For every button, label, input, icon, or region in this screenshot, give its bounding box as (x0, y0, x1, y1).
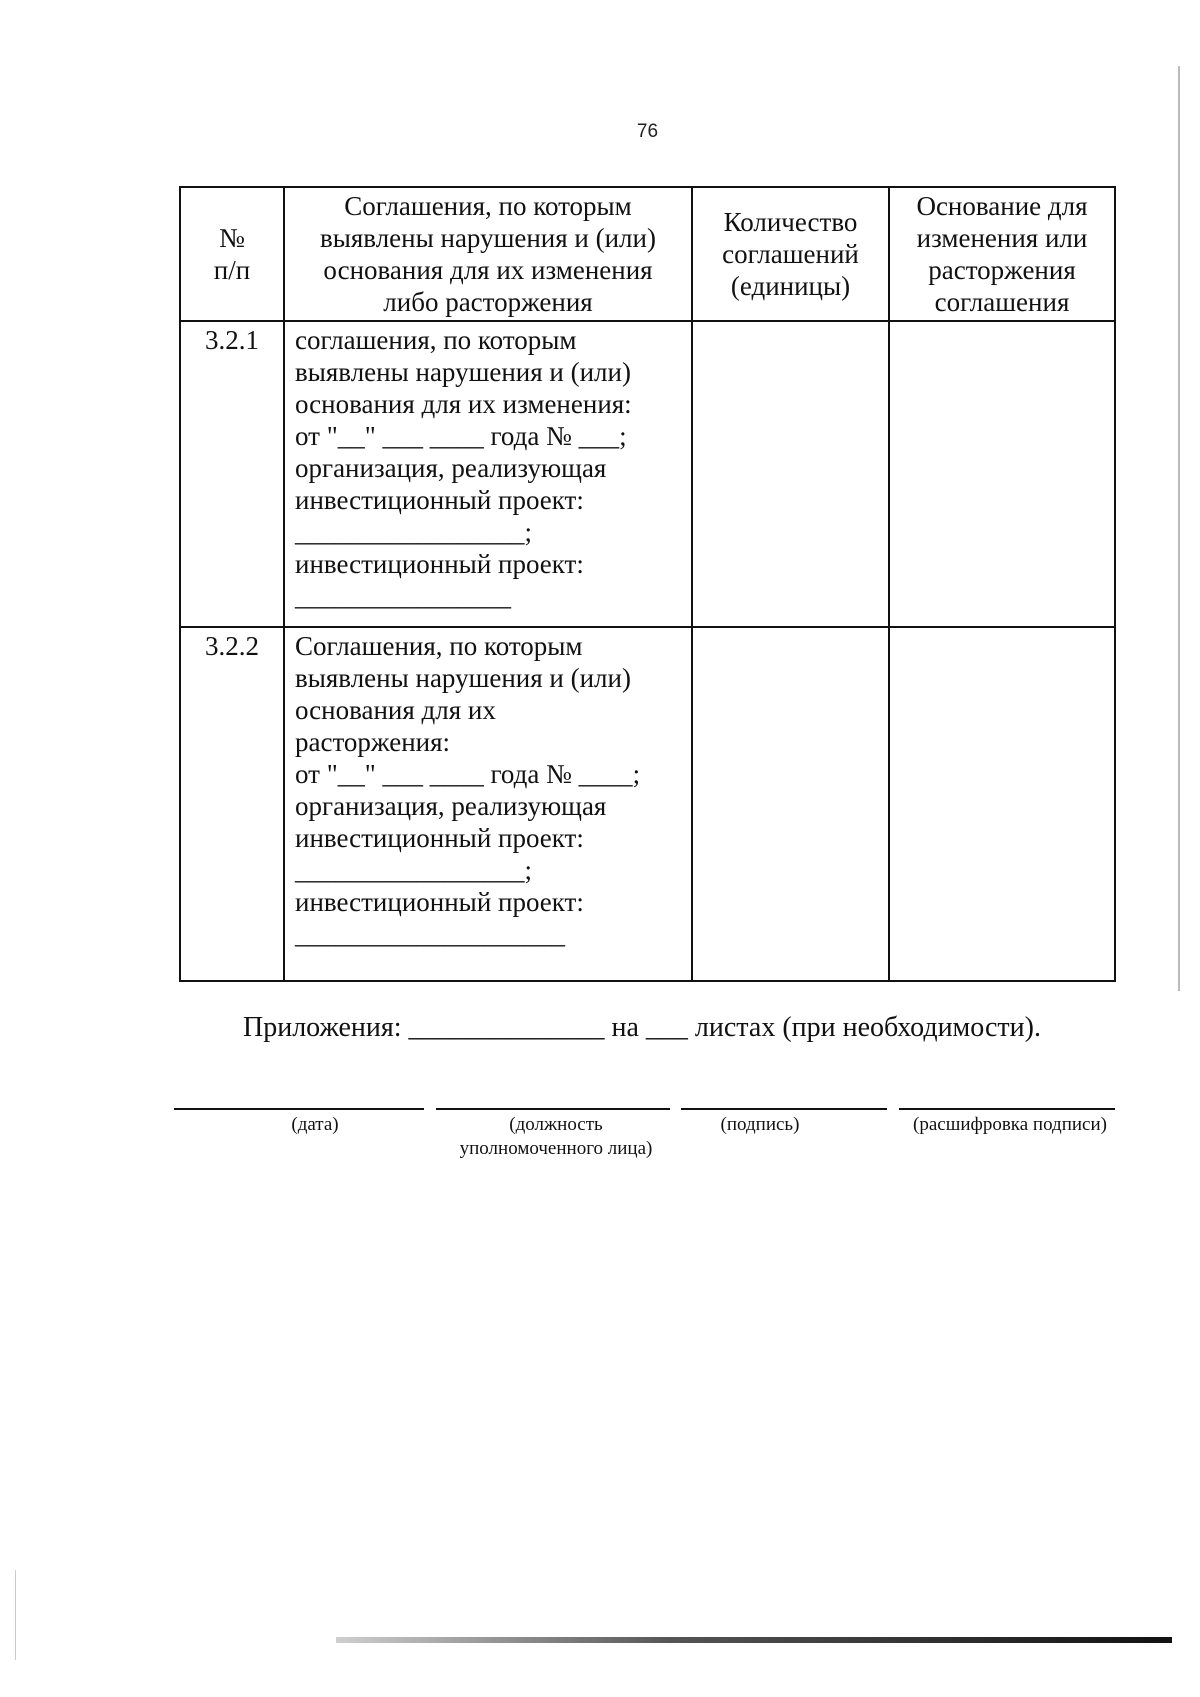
appendix-line: Приложения: ______________ на ___ листах (при необходимости). (243, 1012, 1041, 1043)
table-row (180, 321, 1115, 627)
decoding-signature-line (899, 1108, 1115, 1110)
table-row (180, 627, 1115, 981)
scan-edge-right (1178, 66, 1180, 991)
row-line: Соглашения, по которым (295, 631, 583, 661)
date-caption: (дата) (291, 1114, 339, 1135)
page-number: 76 (636, 121, 659, 142)
row-number: 3.2.1 (180, 321, 284, 627)
row-line: выявлены нарушения и (или) (295, 663, 631, 693)
signature-line (681, 1108, 887, 1110)
header-count: Количество соглашений (единицы) (692, 187, 889, 321)
row-line: от "__" ___ ____ года № ___; (295, 421, 627, 451)
decoding-caption: (расшифровка подписи) (913, 1114, 1107, 1135)
row-basis (889, 627, 1115, 981)
row-line: инвестиционный проект: (295, 823, 584, 853)
row-line: инвестиционный проект: (295, 549, 584, 579)
signature-caption: (подпись) (720, 1114, 800, 1135)
row-count (692, 627, 889, 981)
scan-edge-bottom (336, 1637, 1172, 1643)
row-line: инвестиционный проект: (295, 485, 584, 515)
row-line: ____________________ (295, 919, 565, 949)
row-line: основания для их (295, 695, 496, 725)
header-basis: Основание для изменения или расторжения соглашения (889, 187, 1115, 321)
row-line: выявлены нарушения и (или) (295, 357, 631, 387)
row-line: организация, реализующая (295, 791, 607, 821)
agreements-table (179, 186, 1116, 982)
row-line: ________________ (295, 581, 511, 611)
position-caption: (должность уполномоченного лица) (459, 1114, 653, 1159)
row-line: _________________; (295, 855, 533, 885)
header-agreements: Соглашения, по которым выявлены нарушения и (или) основания для их изменения либо расторжения (284, 187, 692, 321)
scan-edge-left (15, 1570, 16, 1660)
row-basis (889, 321, 1115, 627)
date-signature-line (174, 1108, 424, 1110)
table-header-row (180, 187, 1115, 321)
row-line: соглашения, по которым (295, 325, 577, 355)
row-line: от "__" ___ ____ года № ____; (295, 759, 641, 789)
row-line: расторжения: (295, 727, 451, 757)
position-signature-line (436, 1108, 670, 1110)
row-line: инвестиционный проект: (295, 887, 584, 917)
row-count (692, 321, 889, 627)
row-description (284, 321, 692, 627)
row-description (284, 627, 692, 981)
row-line: основания для их изменения: (295, 389, 632, 419)
header-number: № п/п (180, 187, 284, 321)
row-line: _________________; (295, 517, 533, 547)
row-number: 3.2.2 (180, 627, 284, 981)
row-line: организация, реализующая (295, 453, 607, 483)
